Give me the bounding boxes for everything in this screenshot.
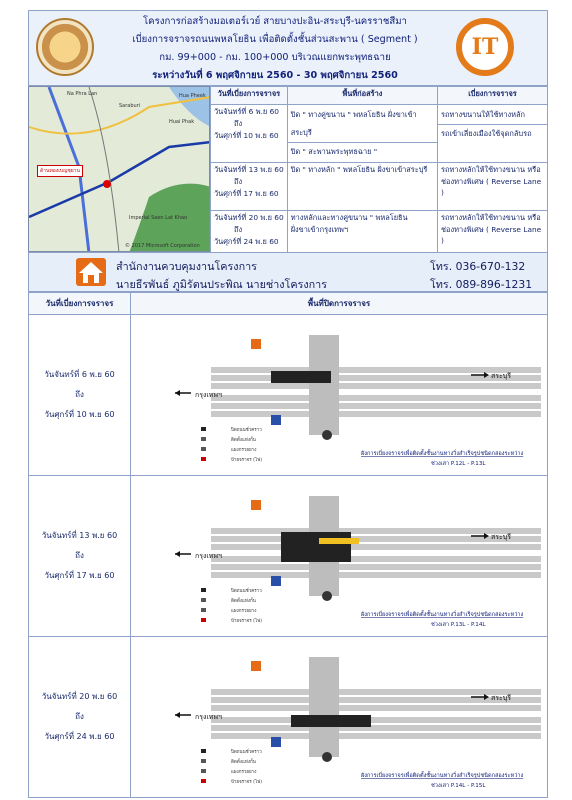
detour-title: เบี่ยงการจราจรถนนพหลโยธิน เพื่อติดตั้งชั้นส่วนสะพาน ( Segment ): [132, 34, 418, 45]
direction-saraburi: สระบุรี: [491, 533, 511, 541]
date-cell: วันจันทร์ที่ 6 พ.ย 60 ถึง วันศุกร์ที่ 10 พ.ย 60: [211, 105, 288, 163]
table-row: [211, 163, 548, 211]
map-label: Imperial Saen Lat Khao: [129, 215, 188, 221]
legend-label: แผงกรวยยาง: [231, 448, 257, 453]
legend-swatch: [201, 437, 206, 441]
sign-icon: [271, 576, 281, 586]
area-cell: ทางหลักและทางคู่ขนาน " พหลโยธิน ฝั่งขาเข้ากรุงเทพฯ: [287, 211, 437, 261]
date-cell: วันจันทร์ที่ 13 พ.ย 60 ถึง วันศุกร์ที่ 17 พ.ย 60: [211, 163, 288, 211]
sign-icon: [271, 737, 281, 747]
cross-road: [309, 335, 339, 435]
sign-icon: [251, 661, 261, 671]
royal-emblem-logo: [36, 18, 94, 76]
road-lane: [211, 395, 541, 401]
legend-label: แผงกรวยยาง: [231, 770, 257, 775]
work-zone-highlight: [319, 538, 359, 544]
map-label: Na Phra Lan: [67, 91, 98, 97]
arrowhead-icon: [175, 551, 180, 557]
date-range: ระหว่างวันที่ 6 พฤศจิกายน 2560 - 30 พฤศจิกายน 2560: [152, 70, 398, 81]
location-map: [28, 86, 210, 252]
site-marker-label: ด้านทองเบญชุยาน: [37, 165, 83, 177]
road-lane: [211, 544, 541, 550]
closure-zone: [281, 532, 351, 562]
phone-mobile: โทร. 089-896-1231: [430, 278, 533, 291]
area-cell: ปิด " ทางคู่ขนาน " พหลโยธิน ฝั่งขาเข้าสระบุรี ปิด " สะพานพระพุทธฉาย ": [287, 105, 437, 163]
legend-label: ป้ายจราจร (ไฟ): [231, 780, 263, 785]
legend-label: ปิดถนนชั่วคราว: [231, 750, 262, 755]
closure-table: [28, 292, 548, 798]
table-row: [29, 637, 548, 798]
road-lane: [211, 556, 541, 562]
legend-swatch: [201, 598, 206, 602]
office-name: สำนักงานควบคุมงานโครงการ: [116, 260, 257, 273]
sign-icon: [271, 415, 281, 425]
sign-icon: [251, 339, 261, 349]
arrowhead-icon: [175, 390, 180, 396]
traffic-diagram: [131, 637, 549, 798]
road-lane: [211, 383, 541, 389]
phone-office: โทร. 036-670-132: [430, 260, 526, 273]
it-company-logo: IT: [456, 18, 514, 76]
road-lane: [211, 403, 541, 409]
date-cell: วันจันทร์ที่ 6 พ.ย 60 ถึง วันศุกร์ที่ 10 พ.ย 60: [29, 315, 131, 476]
legend-label: ปิดถนนชั่วคราว: [231, 589, 262, 594]
direction-saraburi: สระบุรี: [491, 372, 511, 380]
detour-cell: รถทางขนานให้ใช้ทางหลัก รถเข้าเลี่ยงเมืองใช้จุดกลับรถ: [438, 105, 548, 163]
table-header-row: [29, 293, 548, 315]
legend-label: ปิดถนนชั่วคราว: [231, 428, 262, 433]
column-header: เบี่ยงการจราจร: [438, 87, 548, 105]
km-marker: [322, 430, 332, 440]
map-label: Hua Pheek: [179, 93, 206, 99]
table-row: [29, 315, 548, 476]
legend-swatch: [201, 588, 206, 592]
engineer-name: นายธีรพันธ์ ภูมิรัตนประพิณ นายช่างโครงการ: [116, 278, 328, 291]
traffic-diagram: [131, 476, 549, 637]
table-row: [29, 476, 548, 637]
map-copyright: © 2017 Microsoft Corporation: [125, 243, 200, 249]
detour-cell: รถทางหลักให้ใช้ทางขนาน หรือ ช่องทางพิเศษ ( Reverse Lane ): [438, 211, 548, 261]
column-header: พื้นที่ก่อสร้าง: [287, 87, 437, 105]
map-label: Huai Phak: [169, 119, 195, 125]
legend-label: ติดตั้งแท่งกั้น: [231, 760, 256, 765]
legend-label: ติดตั้งแท่งกั้น: [231, 599, 256, 604]
date-cell: วันจันทร์ที่ 20 พ.ย 60 ถึง วันศุกร์ที่ 24 พ.ย 60: [29, 637, 131, 798]
km-marker: [322, 752, 332, 762]
legend-swatch: [201, 779, 206, 783]
direction-bangkok: กรุงเทพฯ: [195, 391, 222, 399]
column-header: วันที่เบี่ยงการจราจร: [29, 293, 131, 315]
closure-diagram-cell: [131, 476, 548, 637]
map-label: Saraburi: [119, 103, 141, 109]
traffic-diagram: [131, 315, 549, 476]
legend-label: ป้ายจราจร (ไฟ): [231, 458, 263, 463]
legend-swatch: [201, 749, 206, 753]
closure-diagram-cell: [131, 315, 548, 476]
legend-label: แผงกรวยยาง: [231, 609, 257, 614]
legend-label: ติดตั้งแท่งกั้น: [231, 438, 256, 443]
pier-span-label: ช่วงเสา P.12L - P.13L: [431, 461, 486, 467]
schedule-table: [210, 86, 548, 261]
home-icon: [76, 258, 106, 286]
closure-zone: [271, 371, 331, 383]
km-marker: [322, 591, 332, 601]
legend-label: ป้ายจราจร (ไฟ): [231, 619, 263, 624]
column-header: พื้นที่ปิดการจราจร: [131, 293, 548, 315]
legend-swatch: [201, 427, 206, 431]
direction-saraburi: สระบุรี: [491, 694, 511, 702]
legend-swatch: [201, 447, 206, 451]
diagram-svg: [131, 476, 549, 637]
arrowhead-icon: [175, 712, 180, 718]
diagram-caption: ผังการเบี่ยงจราจรเพื่อติดตั้งชั้นงานทางวิ่งสำเร็จรูปชนิดกล่องระหว่าง: [361, 773, 524, 779]
closure-zone: [291, 715, 371, 727]
legend-swatch: [201, 457, 206, 461]
road-lane: [211, 572, 541, 578]
direction-bangkok: กรุงเทพฯ: [195, 552, 222, 560]
diagram-caption: ผังการเบี่ยงจราจรเพื่อติดตั้งชั้นงานทางวิ่งสำเร็จรูปชนิดกล่องระหว่าง: [361, 612, 524, 618]
legend-swatch: [201, 608, 206, 612]
sign-icon: [251, 500, 261, 510]
project-title: โครงการก่อสร้างมอเตอร์เวย์ สายบางปะอิน-สระบุรี-นครราชสีมา: [143, 16, 407, 27]
road-lane: [211, 705, 541, 711]
road-lane: [211, 411, 541, 417]
road-lane: [211, 717, 541, 723]
table-header-row: [211, 87, 548, 105]
pier-span-label: ช่วงเสา P.14L - P.15L: [431, 783, 486, 789]
table-row: [211, 105, 548, 163]
diagram-caption: ผังการเบี่ยงจราจรเพื่อติดตั้งชั้นงานทางวิ่งสำเร็จรูปชนิดกล่องระหว่าง: [361, 451, 524, 457]
legend-swatch: [201, 759, 206, 763]
detour-cell: รถทางหลักให้ใช้ทางขนาน หรือ ช่องทางพิเศษ ( Reverse Lane ): [438, 163, 548, 211]
legend-swatch: [201, 618, 206, 622]
closure-diagram-cell: [131, 637, 548, 798]
road-lane: [211, 725, 541, 731]
diagram-svg: [131, 315, 549, 476]
date-cell: วันจันทร์ที่ 20 พ.ย 60 ถึง วันศุกร์ที่ 24 พ.ย 60: [211, 211, 288, 261]
column-header: วันที่เบี่ยงการจราจร: [211, 87, 288, 105]
date-cell: วันจันทร์ที่ 13 พ.ย 60 ถึง วันศุกร์ที่ 17 พ.ย 60: [29, 476, 131, 637]
direction-bangkok: กรุงเทพฯ: [195, 713, 222, 721]
km-range: กม. 99+000 - กม. 100+000 บริเวณแยกพระพุทธฉาย: [159, 52, 391, 63]
diagram-svg: [131, 637, 549, 798]
road-lane: [211, 564, 541, 570]
road-lane: [211, 733, 541, 739]
legend-swatch: [201, 769, 206, 773]
pier-span-label: ช่วงเสา P.13L - P.14L: [431, 622, 486, 628]
area-cell: ปิด " ทางหลัก " พหลโยธิน ฝั่งขาเข้าสระบุรี: [287, 163, 437, 211]
cross-road: [309, 657, 339, 757]
